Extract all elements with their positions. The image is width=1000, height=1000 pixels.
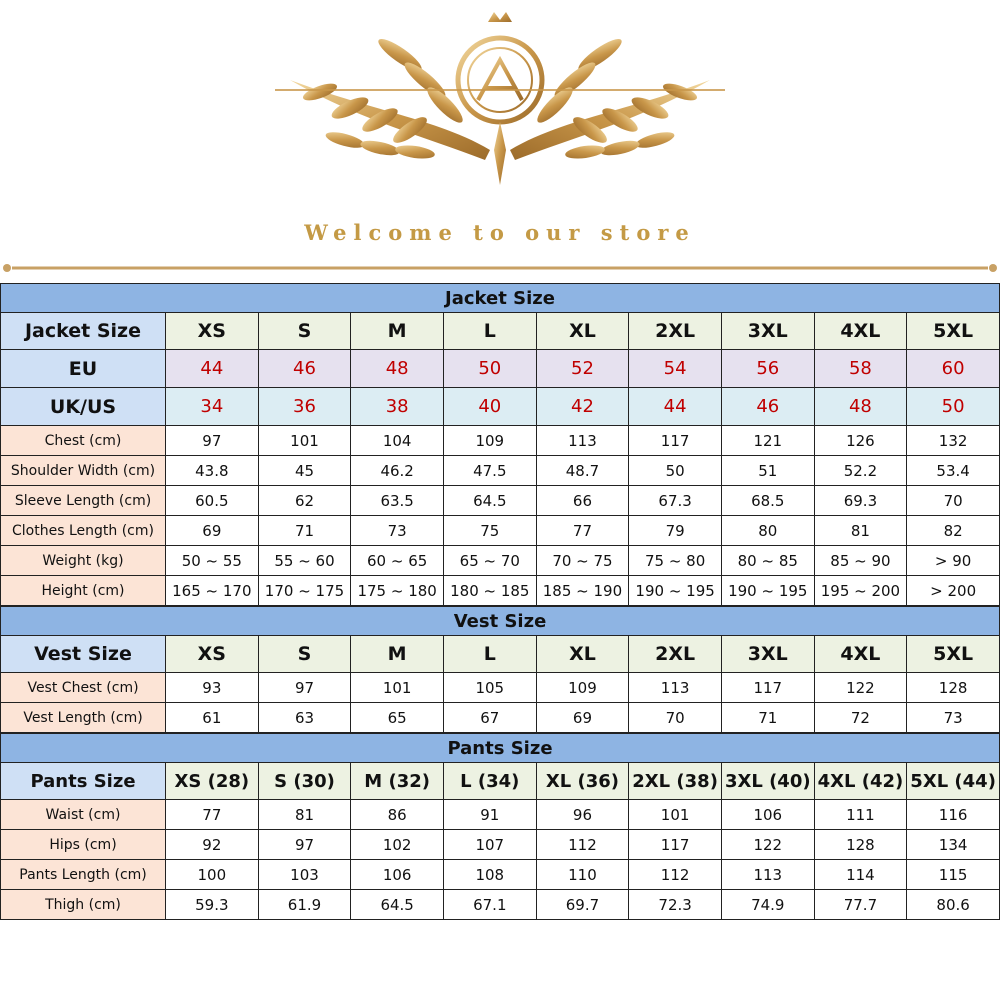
size-value-cell: 50 [443, 350, 536, 388]
measurement-cell: 109 [536, 673, 629, 703]
measurement-cell: 80 ~ 85 [721, 546, 814, 576]
measurement-cell: 50 [629, 456, 722, 486]
size-header-cell: S [258, 636, 351, 673]
measurement-cell: 65 [351, 703, 444, 733]
measurement-cell: 66 [536, 486, 629, 516]
measurement-cell: 61.9 [258, 890, 351, 920]
size-header-cell: S (30) [258, 763, 351, 800]
table-row [1, 516, 1000, 546]
size-value-cell: 44 [166, 350, 259, 388]
measurement-cell: 69 [166, 516, 259, 546]
measurement-cell: 63.5 [351, 486, 444, 516]
table-row [1, 576, 1000, 606]
row-label: Vest Chest (cm) [1, 673, 166, 703]
size-value-cell: 46 [721, 388, 814, 426]
size-header-cell: 4XL [814, 636, 907, 673]
row-label: Pants Length (cm) [1, 860, 166, 890]
ukus-size-row [1, 388, 1000, 426]
measurement-cell: 108 [443, 860, 536, 890]
measurement-cell: 60 ~ 65 [351, 546, 444, 576]
vest-size-table [0, 606, 1000, 733]
measurement-cell: 110 [536, 860, 629, 890]
size-header-cell: XS [166, 313, 259, 350]
size-header-cell: 4XL (42) [814, 763, 907, 800]
measurement-cell: 79 [629, 516, 722, 546]
measurement-cell: 122 [814, 673, 907, 703]
size-header-cell: XL (36) [536, 763, 629, 800]
table-row [1, 486, 1000, 516]
pants-size-row [1, 763, 1000, 800]
measurement-cell: 175 ~ 180 [351, 576, 444, 606]
jacket-size-table [0, 283, 1000, 606]
measurement-cell: 51 [721, 456, 814, 486]
size-header-cell: 5XL [907, 636, 1000, 673]
measurement-cell: 190 ~ 195 [629, 576, 722, 606]
size-header-cell: XS (28) [166, 763, 259, 800]
measurement-cell: 121 [721, 426, 814, 456]
table-row [1, 703, 1000, 733]
row-label: EU [1, 350, 166, 388]
size-value-cell: 48 [351, 350, 444, 388]
measurement-cell: 46.2 [351, 456, 444, 486]
size-header-cell: L (34) [443, 763, 536, 800]
measurement-cell: 81 [258, 800, 351, 830]
measurement-cell: 69.3 [814, 486, 907, 516]
size-chart [0, 283, 1000, 920]
measurement-cell: 180 ~ 185 [443, 576, 536, 606]
measurement-cell: 70 [629, 703, 722, 733]
store-header [0, 0, 1000, 280]
measurement-cell: 61 [166, 703, 259, 733]
measurement-cell: 117 [629, 830, 722, 860]
row-label: Clothes Length (cm) [1, 516, 166, 546]
measurement-cell: 55 ~ 60 [258, 546, 351, 576]
table-row [1, 456, 1000, 486]
eu-size-row [1, 350, 1000, 388]
measurement-cell: 101 [629, 800, 722, 830]
section-title: Jacket Size [1, 284, 1000, 313]
row-label: Hips (cm) [1, 830, 166, 860]
measurement-cell: 109 [443, 426, 536, 456]
row-label: Chest (cm) [1, 426, 166, 456]
measurement-cell: 185 ~ 190 [536, 576, 629, 606]
measurement-cell: 67.1 [443, 890, 536, 920]
measurement-cell: 93 [166, 673, 259, 703]
size-header-cell: L [443, 313, 536, 350]
measurement-cell: 103 [258, 860, 351, 890]
measurement-cell: 59.3 [166, 890, 259, 920]
size-value-cell: 54 [629, 350, 722, 388]
measurement-cell: 122 [721, 830, 814, 860]
measurement-cell: 69.7 [536, 890, 629, 920]
golden-laurel-crest-icon [250, 0, 750, 200]
measurement-cell: 77 [166, 800, 259, 830]
measurement-cell: 70 ~ 75 [536, 546, 629, 576]
section-title: Vest Size [1, 607, 1000, 636]
size-header-cell: M [351, 313, 444, 350]
measurement-cell: 101 [351, 673, 444, 703]
section-title: Pants Size [1, 734, 1000, 763]
measurement-cell: 97 [166, 426, 259, 456]
size-header-cell: 4XL [814, 313, 907, 350]
measurement-cell: 128 [907, 673, 1000, 703]
measurement-cell: 112 [629, 860, 722, 890]
measurement-cell: 75 [443, 516, 536, 546]
jacket-section-title-row [1, 284, 1000, 313]
vest-size-row [1, 636, 1000, 673]
measurement-cell: 77.7 [814, 890, 907, 920]
measurement-cell: 165 ~ 170 [166, 576, 259, 606]
size-row-label: Pants Size [1, 763, 166, 800]
measurement-cell: 82 [907, 516, 1000, 546]
measurement-cell: 91 [443, 800, 536, 830]
measurement-cell: 114 [814, 860, 907, 890]
measurement-cell: 68.5 [721, 486, 814, 516]
size-header-cell: 3XL [721, 313, 814, 350]
vest-section-title-row [1, 607, 1000, 636]
size-value-cell: 58 [814, 350, 907, 388]
measurement-cell: 72 [814, 703, 907, 733]
measurement-cell: 117 [629, 426, 722, 456]
row-label: Vest Length (cm) [1, 703, 166, 733]
measurement-cell: 92 [166, 830, 259, 860]
measurement-cell: 74.9 [721, 890, 814, 920]
measurement-cell: 113 [721, 860, 814, 890]
size-header-cell: 2XL [629, 313, 722, 350]
measurement-cell: 73 [351, 516, 444, 546]
row-label: Height (cm) [1, 576, 166, 606]
measurement-cell: 106 [721, 800, 814, 830]
measurement-cell: 50 ~ 55 [166, 546, 259, 576]
size-header-cell: 5XL [907, 313, 1000, 350]
measurement-cell: 116 [907, 800, 1000, 830]
size-value-cell: 44 [629, 388, 722, 426]
measurement-cell: 132 [907, 426, 1000, 456]
row-label: UK/US [1, 388, 166, 426]
jacket-size-row [1, 313, 1000, 350]
measurement-cell: 67.3 [629, 486, 722, 516]
measurement-cell: 48.7 [536, 456, 629, 486]
measurement-cell: 113 [629, 673, 722, 703]
measurement-cell: 72.3 [629, 890, 722, 920]
measurement-cell: 134 [907, 830, 1000, 860]
size-value-cell: 52 [536, 350, 629, 388]
pants-section-title-row [1, 734, 1000, 763]
size-header-cell: 3XL [721, 636, 814, 673]
size-header-cell: 2XL [629, 636, 722, 673]
measurement-cell: 111 [814, 800, 907, 830]
row-label: Sleeve Length (cm) [1, 486, 166, 516]
size-value-cell: 40 [443, 388, 536, 426]
row-label: Weight (kg) [1, 546, 166, 576]
measurement-cell: 170 ~ 175 [258, 576, 351, 606]
measurement-cell: 71 [721, 703, 814, 733]
measurement-cell: 52.2 [814, 456, 907, 486]
measurement-cell: 97 [258, 830, 351, 860]
table-row [1, 890, 1000, 920]
size-header-cell: L [443, 636, 536, 673]
size-header-cell: XL [536, 636, 629, 673]
measurement-cell: 77 [536, 516, 629, 546]
measurement-cell: 106 [351, 860, 444, 890]
measurement-cell: 80 [721, 516, 814, 546]
row-label: Shoulder Width (cm) [1, 456, 166, 486]
measurement-cell: 64.5 [443, 486, 536, 516]
measurement-cell: 126 [814, 426, 907, 456]
size-header-cell: 2XL (38) [629, 763, 722, 800]
size-row-label: Vest Size [1, 636, 166, 673]
table-row [1, 800, 1000, 830]
measurement-cell: 102 [351, 830, 444, 860]
measurement-cell: 75 ~ 80 [629, 546, 722, 576]
size-value-cell: 60 [907, 350, 1000, 388]
measurement-cell: 101 [258, 426, 351, 456]
row-label: Waist (cm) [1, 800, 166, 830]
size-header-cell: XL [536, 313, 629, 350]
measurement-cell: 67 [443, 703, 536, 733]
gold-divider [0, 258, 1000, 278]
measurement-cell: 62 [258, 486, 351, 516]
size-value-cell: 46 [258, 350, 351, 388]
measurement-cell: 97 [258, 673, 351, 703]
measurement-cell: > 200 [907, 576, 1000, 606]
measurement-cell: 73 [907, 703, 1000, 733]
measurement-cell: 71 [258, 516, 351, 546]
table-row [1, 546, 1000, 576]
size-header-cell: 5XL (44) [907, 763, 1000, 800]
measurement-cell: 70 [907, 486, 1000, 516]
size-header-cell: XS [166, 636, 259, 673]
measurement-cell: 105 [443, 673, 536, 703]
size-header-cell: S [258, 313, 351, 350]
measurement-cell: 45 [258, 456, 351, 486]
measurement-cell: 63 [258, 703, 351, 733]
measurement-cell: 64.5 [351, 890, 444, 920]
measurement-cell: > 90 [907, 546, 1000, 576]
size-value-cell: 50 [907, 388, 1000, 426]
measurement-cell: 190 ~ 195 [721, 576, 814, 606]
measurement-cell: 80.6 [907, 890, 1000, 920]
table-row [1, 860, 1000, 890]
measurement-cell: 86 [351, 800, 444, 830]
size-value-cell: 34 [166, 388, 259, 426]
measurement-cell: 128 [814, 830, 907, 860]
table-row [1, 426, 1000, 456]
welcome-text: Welcome to our store [304, 220, 696, 245]
measurement-cell: 65 ~ 70 [443, 546, 536, 576]
measurement-cell: 81 [814, 516, 907, 546]
measurement-cell: 112 [536, 830, 629, 860]
measurement-cell: 113 [536, 426, 629, 456]
measurement-cell: 100 [166, 860, 259, 890]
size-row-label: Jacket Size [1, 313, 166, 350]
measurement-cell: 47.5 [443, 456, 536, 486]
measurement-cell: 96 [536, 800, 629, 830]
measurement-cell: 117 [721, 673, 814, 703]
measurement-cell: 195 ~ 200 [814, 576, 907, 606]
size-value-cell: 42 [536, 388, 629, 426]
measurement-cell: 107 [443, 830, 536, 860]
measurement-cell: 43.8 [166, 456, 259, 486]
row-label: Thigh (cm) [1, 890, 166, 920]
size-value-cell: 36 [258, 388, 351, 426]
measurement-cell: 69 [536, 703, 629, 733]
measurement-cell: 85 ~ 90 [814, 546, 907, 576]
measurement-cell: 53.4 [907, 456, 1000, 486]
table-row [1, 830, 1000, 860]
table-row [1, 673, 1000, 703]
size-header-cell: M [351, 636, 444, 673]
size-value-cell: 48 [814, 388, 907, 426]
measurement-cell: 104 [351, 426, 444, 456]
pants-size-table [0, 733, 1000, 920]
size-header-cell: 3XL (40) [721, 763, 814, 800]
measurement-cell: 60.5 [166, 486, 259, 516]
size-value-cell: 38 [351, 388, 444, 426]
measurement-cell: 115 [907, 860, 1000, 890]
size-value-cell: 56 [721, 350, 814, 388]
size-header-cell: M (32) [351, 763, 444, 800]
